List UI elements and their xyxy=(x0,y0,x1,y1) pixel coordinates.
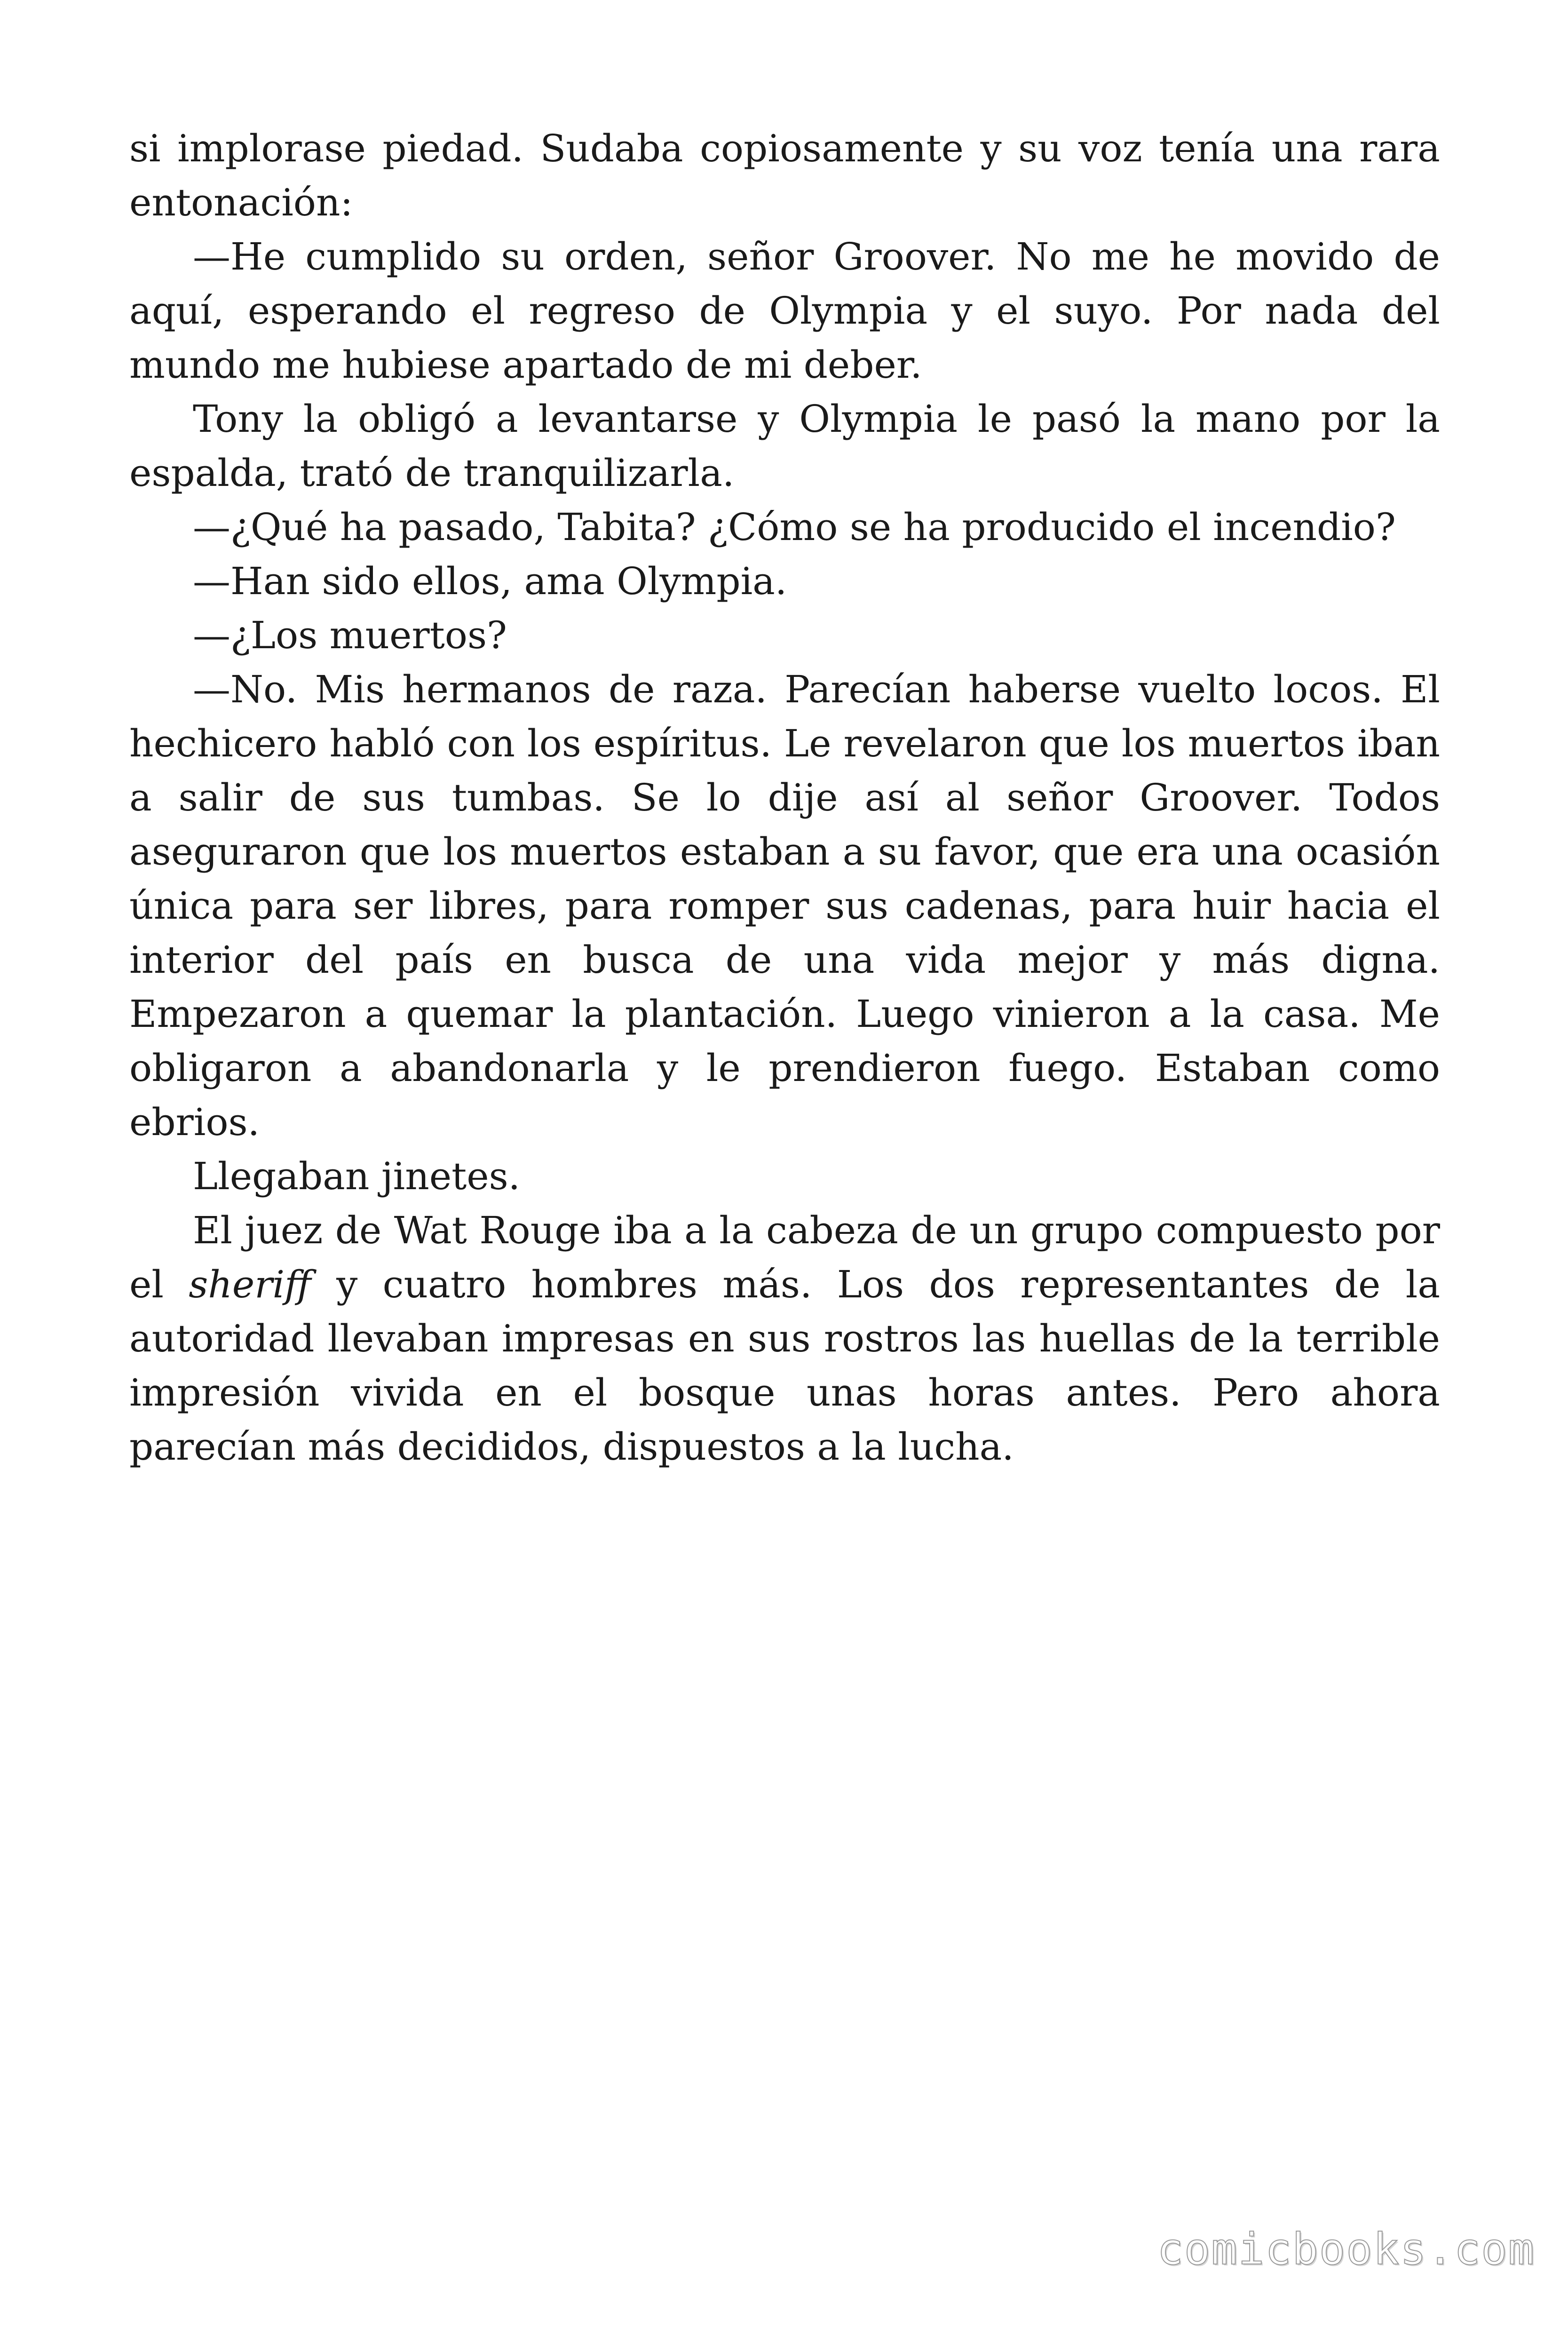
paragraph-continuation: si implorase piedad. Sudaba copiosamente y su voz tenía una rara entonación: xyxy=(129,127,1440,224)
page-text xyxy=(129,121,1440,1474)
paragraph-dialogue: —No. Mis hermanos de raza. Parecían haberse vuelto locos. El hechicero habló con los espíritus. Le revelaron que los muertos iban a salir de sus tumbas. Se lo dije así al señor Groover. Todos aseguraron que los muertos estaban a su favor, que era una ocasión única para ser libres, para romper sus cadenas, para huir hacia el interior del país en busca de una vida mejor y más digna. Empezaron a quemar la plantación. Luego vinieron a la casa. Me obligaron a abandonarla y le prendieron fuego. Estaban como ebrios. xyxy=(129,667,1440,1144)
paragraph-text-after-italic: y cuatro hombres más. Los dos representantes de la autoridad llevaban impresas en sus rostros las huellas de la terrible impresión vivida en el bosque unas horas antes. Pero ahora parecían más decididos, dispuestos a la lucha. xyxy=(129,1263,1441,1469)
paragraph-dialogue: —¿Los muertos? xyxy=(193,613,507,657)
italic-word: sheriff xyxy=(189,1263,311,1306)
paragraph-narration xyxy=(129,1203,1440,1474)
paragraph-narration: Tony la obligó a levantarse y Olympia le pasó la mano por la espalda, trató de tranquilizarla. xyxy=(129,397,1440,495)
paragraph-text-before-italic: El juez de Wat Rouge iba a la cabeza de un grupo compuesto por el xyxy=(129,1208,1440,1306)
paragraph-narration: Llegaban jinetes. xyxy=(193,1154,521,1198)
watermark: comicbooks.com xyxy=(1157,2224,1535,2274)
paragraph-dialogue: —¿Qué ha pasado, Tabita? ¿Cómo se ha producido el incendio? xyxy=(193,505,1396,549)
paragraph-dialogue: —He cumplido su orden, señor Groover. No me he movido de aquí, esperando el regreso de Olympia y el suyo. Por nada del mundo me hubiese apartado de mi deber. xyxy=(129,235,1440,387)
paragraph-dialogue: —Han sido ellos, ama Olympia. xyxy=(193,559,787,603)
